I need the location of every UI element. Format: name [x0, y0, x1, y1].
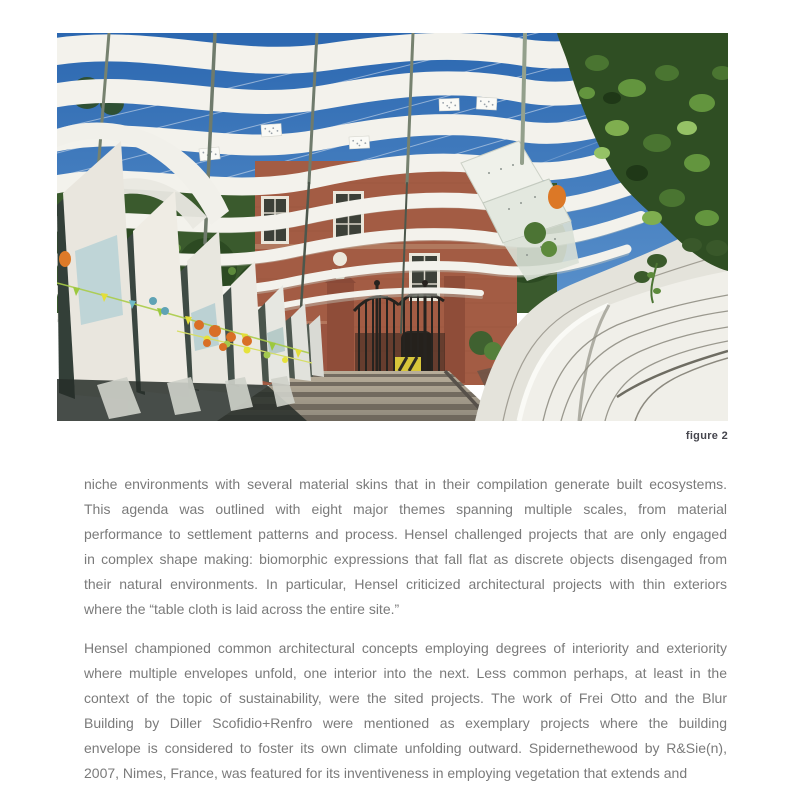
text-line: niche environments with several material skins that in their compilation generate built ecosystems.: [84, 476, 727, 492]
paragraph-2: [84, 636, 727, 786]
text-line: Hensel championed common architectural concepts employing degrees of interiority and exteriority: [84, 640, 727, 656]
text-line: where multiple envelopes unfold, one interior into the next. Less common perhaps, at least in the: [84, 665, 727, 681]
canopy-photo-illustration: [57, 33, 728, 421]
text-line: Building by Diller Scofidio+Renfro were mentioned as exemplary projects where the building: [84, 715, 727, 731]
figure-photo: [57, 33, 728, 421]
text-line: 2007, Nimes, France, was featured for its inventiveness in employing vegetation that extends and: [84, 765, 688, 781]
text-line: This agenda was outlined with eight major themes spanning multiple scales, from material: [84, 501, 727, 517]
paragraph-1: [84, 472, 727, 622]
text-line: where the “table cloth is laid across the entire site.”: [84, 601, 400, 617]
text-line: their natural environments. In particular, Hensel criticized architectural projects with thin exteriors: [84, 576, 727, 592]
orange-lantern: [548, 185, 566, 209]
text-line: context of the topic of sustainability, were the sited projects. The work of Frei Otto and the Blur: [84, 690, 727, 706]
body-text: [84, 472, 727, 800]
text-line: in complex shape making: biomorphic expressions that fall flat as discrete objects disengaged from: [84, 551, 727, 567]
text-line: performance to settlement patterns and process. Hensel challenged projects that are only engaged: [84, 526, 727, 542]
text-line: envelope is considered to foster its own climate unfolding outward. Spidernethewood by R&Sie(n),: [84, 740, 727, 756]
figure-caption: figure 2: [685, 430, 728, 442]
